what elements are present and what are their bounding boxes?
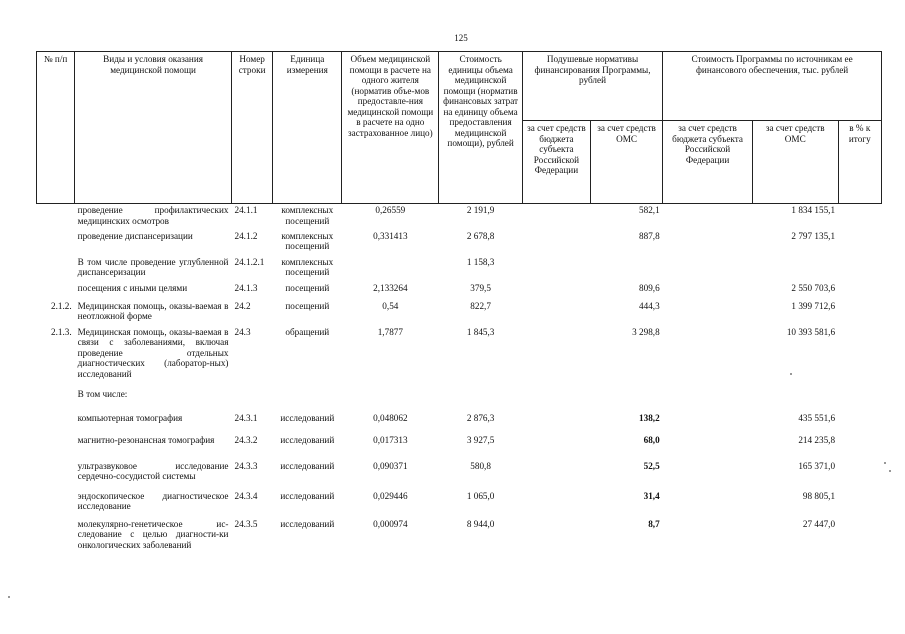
row-unit: посещений bbox=[285, 300, 330, 311]
row-pct bbox=[838, 490, 881, 518]
row-code: 24.3.2 bbox=[234, 434, 258, 445]
row-prog-budget bbox=[663, 204, 753, 230]
row-pct bbox=[838, 256, 881, 282]
row-unit: исследований bbox=[280, 434, 335, 445]
row-name: Медицинская помощь, оказы-ваемая в связи с заболеваниями, включая проведение отдельных диагностических (лаборатор-ных) исследований bbox=[77, 326, 229, 379]
row-pct bbox=[838, 282, 881, 300]
row-cost: 1 065,0 bbox=[466, 490, 495, 501]
table-header bbox=[37, 52, 882, 204]
row-code: 24.3.4 bbox=[234, 490, 258, 501]
row-num bbox=[37, 490, 75, 518]
row-unit: посещений bbox=[285, 282, 330, 293]
table-row bbox=[37, 388, 882, 412]
row-percap-oms: 31,4 bbox=[643, 490, 660, 501]
row-unit: исследований bbox=[280, 460, 335, 471]
table-row bbox=[37, 282, 882, 300]
row-volume: 0,000974 bbox=[373, 518, 408, 529]
row-percap-oms bbox=[590, 256, 662, 282]
row-prog-budget bbox=[663, 434, 753, 460]
row-prog-budget bbox=[663, 230, 753, 256]
row-cost: 379,5 bbox=[470, 282, 491, 293]
scan-speck bbox=[884, 462, 886, 464]
row-percap-budget bbox=[522, 434, 590, 460]
row-unit: исследований bbox=[280, 518, 335, 529]
header-prog-budget: за счет средств бюджета субъекта Российской Федерации bbox=[663, 121, 753, 204]
row-code: 24.1.3 bbox=[234, 282, 258, 293]
table-row bbox=[37, 518, 882, 556]
row-prog-oms: 2 797 135,1 bbox=[791, 230, 836, 241]
row-percap-budget bbox=[522, 388, 590, 412]
row-cost bbox=[439, 388, 523, 412]
row-percap-oms: 138,2 bbox=[639, 412, 660, 423]
scan-speck bbox=[8, 596, 10, 598]
row-pct bbox=[838, 388, 881, 412]
page-number: 125 bbox=[454, 33, 468, 43]
row-prog-oms: 165 371,0 bbox=[798, 460, 836, 471]
row-name: ультразвуковое исследование сердечно-сосудистой системы bbox=[77, 460, 229, 481]
row-percap-budget bbox=[522, 412, 590, 434]
table-row bbox=[37, 460, 882, 490]
header-prog-oms: за счет средств ОМС bbox=[752, 121, 838, 204]
table-row bbox=[37, 326, 882, 388]
row-pct bbox=[838, 230, 881, 256]
row-code: 24.3.5 bbox=[234, 518, 258, 529]
row-code: 24.1.2.1 bbox=[234, 256, 265, 267]
row-prog-oms: 27 447,0 bbox=[802, 518, 836, 529]
row-prog-budget bbox=[663, 518, 753, 556]
header-program-cost: Стоимость Программы по источникам ее финансового обеспечения, тыс. рублей bbox=[663, 52, 882, 121]
row-num bbox=[37, 518, 75, 556]
row-name: Медицинская помощь, оказы-ваемая в неотложной форме bbox=[77, 300, 229, 321]
row-code bbox=[231, 388, 272, 412]
row-prog-budget bbox=[663, 300, 753, 326]
row-code: 24.1.2 bbox=[234, 230, 258, 241]
row-prog-oms: 1 399 712,6 bbox=[791, 300, 836, 311]
header-percap-budget: за счет средств бюджета субъекта Российской Федерации bbox=[522, 121, 590, 204]
row-pct bbox=[838, 326, 881, 388]
row-cost: 8 944,0 bbox=[466, 518, 495, 529]
row-name: компьютерная томография bbox=[77, 412, 183, 423]
row-unit: комплексных посещений bbox=[281, 256, 334, 277]
row-name: магнитно-резонансная томография bbox=[77, 434, 215, 445]
row-prog-oms: 2 550 703,6 bbox=[791, 282, 836, 293]
table-row bbox=[37, 434, 882, 460]
row-cost: 2 678,8 bbox=[466, 230, 495, 241]
row-percap-oms: 68,0 bbox=[643, 434, 660, 445]
row-pct bbox=[838, 518, 881, 556]
row-code: 24.1.1 bbox=[234, 205, 258, 215]
row-cost: 2 191,9 bbox=[466, 205, 495, 215]
row-unit: комплексных посещений bbox=[281, 205, 334, 226]
header-volume: Объем медицинской помощи в расчете на одного жителя (норматив объе-мов предоставле-ния медицинской помощи в расчете на одно застрахованное лицо) bbox=[342, 52, 439, 204]
row-name: проведение профилактических медицинских осмотров bbox=[77, 205, 229, 226]
table-row bbox=[37, 230, 882, 256]
table-row bbox=[37, 204, 882, 230]
row-prog-oms: 435 551,6 bbox=[798, 412, 836, 423]
row-percap-budget bbox=[522, 282, 590, 300]
row-percap-oms bbox=[590, 388, 662, 412]
row-percap-budget bbox=[522, 204, 590, 230]
row-percap-budget bbox=[522, 256, 590, 282]
row-num bbox=[37, 256, 75, 282]
row-unit: обращений bbox=[285, 326, 330, 337]
row-prog-budget bbox=[663, 388, 753, 412]
row-volume: 0,090371 bbox=[373, 460, 408, 471]
scan-speck bbox=[790, 373, 792, 375]
row-percap-oms: 52,5 bbox=[643, 460, 660, 471]
row-percap-budget bbox=[522, 300, 590, 326]
row-prog-budget bbox=[663, 460, 753, 490]
row-num bbox=[37, 460, 75, 490]
row-prog-oms: 98 805,1 bbox=[802, 490, 836, 501]
row-prog-budget bbox=[663, 412, 753, 434]
table-body bbox=[37, 204, 882, 556]
row-name: посещения с иными целями bbox=[77, 282, 188, 293]
row-percap-oms: 444,3 bbox=[639, 300, 660, 311]
header-prog-pct: в % к итогу bbox=[838, 121, 881, 204]
row-cost: 580,8 bbox=[470, 460, 491, 471]
program-cost-table bbox=[36, 51, 882, 556]
row-prog-oms bbox=[752, 256, 838, 282]
header-unit-cost: Стоимость единицы объема медицинской помощи (норматив финансовых затрат на единицу объема предоставления медицинской помощи), рублей bbox=[439, 52, 523, 204]
row-percap-budget bbox=[522, 230, 590, 256]
row-code: 24.2 bbox=[234, 300, 251, 311]
row-percap-oms: 3 298,8 bbox=[632, 326, 660, 337]
table-row bbox=[37, 256, 882, 282]
row-percap-oms: 582,1 bbox=[639, 205, 660, 215]
row-volume: 0,048062 bbox=[373, 412, 408, 423]
row-prog-oms bbox=[752, 388, 838, 412]
row-volume: 0,26559 bbox=[375, 205, 406, 215]
scan-speck bbox=[889, 470, 891, 472]
row-name: проведение диспансеризации bbox=[77, 230, 193, 241]
row-cost: 1 158,3 bbox=[466, 256, 495, 267]
row-percap-oms: 8,7 bbox=[648, 518, 660, 529]
header-row-number: Номер строки bbox=[231, 52, 272, 204]
row-volume: 0,331413 bbox=[373, 230, 408, 241]
row-cost: 1 845,3 bbox=[466, 326, 495, 337]
row-code: 24.3.1 bbox=[234, 412, 258, 423]
row-prog-budget bbox=[663, 256, 753, 282]
row-num: 2.1.2. bbox=[51, 300, 72, 311]
table-row bbox=[37, 490, 882, 518]
row-volume: 0,029446 bbox=[373, 490, 408, 501]
header-kind: Виды и условия оказания медицинской помощи bbox=[75, 52, 232, 204]
row-cost: 822,7 bbox=[470, 300, 491, 311]
row-unit: исследований bbox=[280, 490, 335, 501]
table-row bbox=[37, 412, 882, 434]
row-pct bbox=[838, 204, 881, 230]
row-code: 24.3.3 bbox=[234, 460, 258, 471]
row-num bbox=[37, 204, 75, 230]
header-percap-oms: за счет средств ОМС bbox=[590, 121, 662, 204]
row-volume: 1,7877 bbox=[377, 326, 403, 337]
row-num bbox=[37, 412, 75, 434]
row-percap-budget bbox=[522, 518, 590, 556]
row-name: В том числе: bbox=[77, 388, 128, 399]
row-percap-oms: 887,8 bbox=[639, 230, 660, 241]
header-unit: Единица измерения bbox=[273, 52, 342, 204]
row-num: 2.1.3. bbox=[51, 326, 72, 337]
row-pct bbox=[838, 412, 881, 434]
row-volume: 0,017313 bbox=[373, 434, 408, 445]
row-prog-oms: 1 834 155,1 bbox=[791, 205, 836, 215]
row-volume bbox=[342, 388, 439, 412]
row-name: молекулярно-генетическое ис-следование с целью диагности-ки онкологических заболеваний bbox=[77, 518, 229, 550]
header-per-capita: Подушевые нормативы финансирования Программы, рублей bbox=[522, 52, 662, 121]
row-num bbox=[37, 230, 75, 256]
row-pct bbox=[838, 300, 881, 326]
row-name: В том числе проведение углубленной диспансеризации bbox=[77, 256, 229, 277]
row-pct bbox=[838, 460, 881, 490]
row-prog-budget bbox=[663, 490, 753, 518]
row-num bbox=[37, 434, 75, 460]
row-pct bbox=[838, 434, 881, 460]
row-volume bbox=[342, 256, 439, 282]
row-unit: комплексных посещений bbox=[281, 230, 334, 251]
row-unit bbox=[273, 388, 342, 412]
row-name: эндоскопическое диагностическое исследование bbox=[77, 490, 229, 511]
table-row bbox=[37, 300, 882, 326]
row-prog-oms: 214 235,8 bbox=[798, 434, 836, 445]
row-unit: исследований bbox=[280, 412, 335, 423]
row-volume: 0,54 bbox=[382, 300, 399, 311]
row-cost: 2 876,3 bbox=[466, 412, 495, 423]
row-percap-oms: 809,6 bbox=[639, 282, 660, 293]
row-percap-budget bbox=[522, 460, 590, 490]
row-volume: 2,133264 bbox=[373, 282, 408, 293]
row-percap-budget bbox=[522, 490, 590, 518]
row-code: 24.3 bbox=[234, 326, 251, 337]
row-prog-budget bbox=[663, 282, 753, 300]
row-percap-budget bbox=[522, 326, 590, 388]
row-num bbox=[37, 282, 75, 300]
row-prog-oms: 10 393 581,6 bbox=[786, 326, 836, 337]
row-prog-budget bbox=[663, 326, 753, 388]
header-num: № п/п bbox=[37, 52, 75, 204]
row-num bbox=[37, 388, 75, 412]
row-cost: 3 927,5 bbox=[466, 434, 495, 445]
